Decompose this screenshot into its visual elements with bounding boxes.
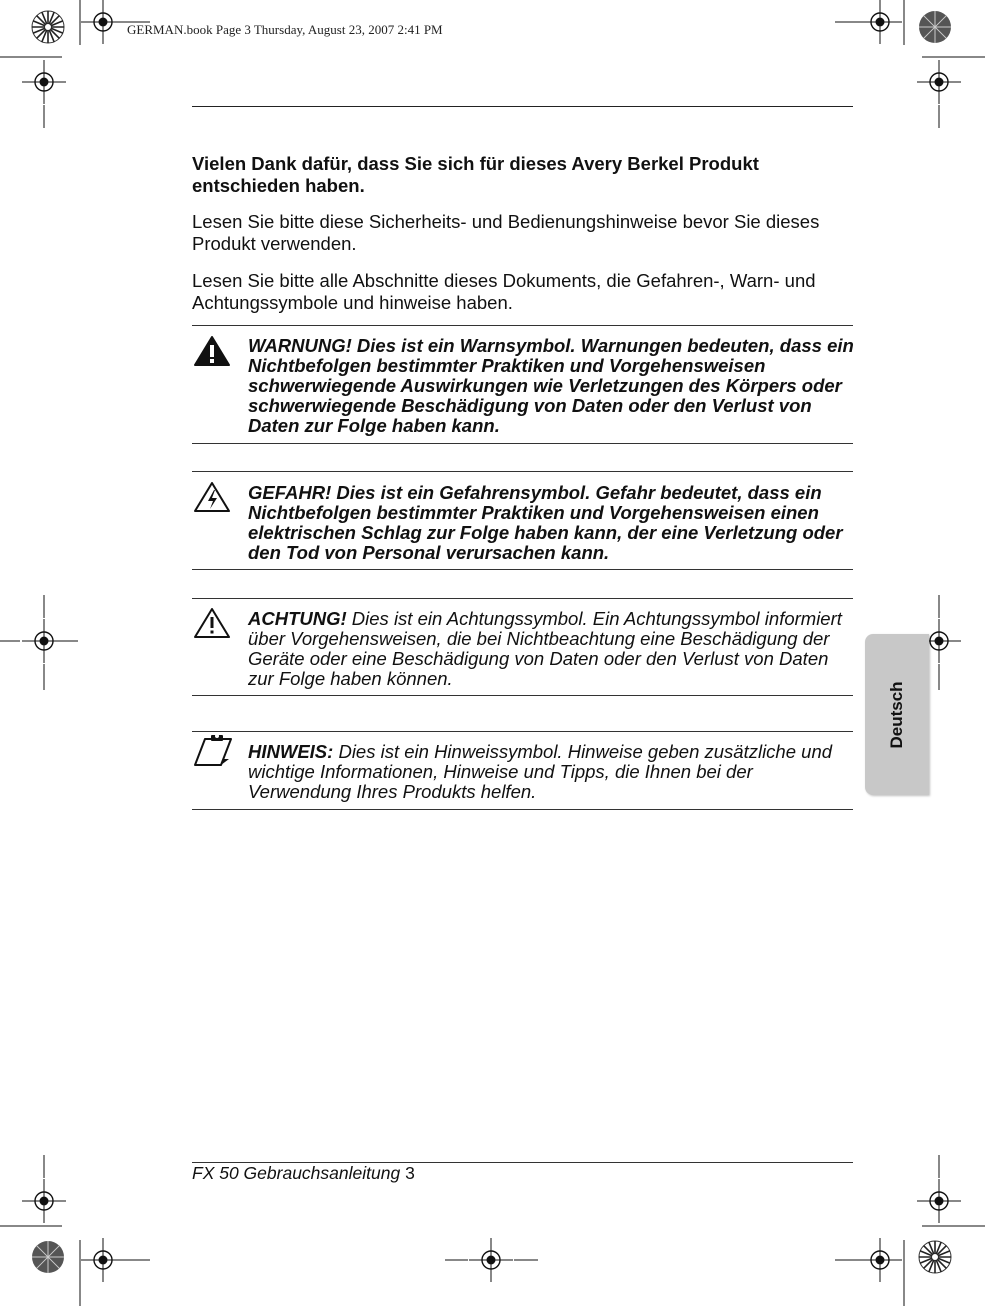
note-bottom-rule bbox=[192, 809, 853, 810]
notepad-icon bbox=[193, 733, 235, 769]
note-notice-body: Dies ist ein Hinweissymbol. Hinweise geben zusätzliche und wichtige Informationen, Hinweise und Tipps, die Ihnen bei der Verwendung Ihres Produkts helfen. bbox=[248, 741, 833, 802]
read-instructions-paragraph: Lesen Sie bitte diese Sicherheits- und Bedienungshinweise bevor Sie dieses Produkt verwenden. bbox=[192, 211, 820, 254]
note-notice-text bbox=[248, 742, 856, 802]
note-notice-lead: HINWEIS: bbox=[248, 741, 334, 762]
footer-manual-title: FX 50 Gebrauchsanleitung bbox=[192, 1163, 401, 1183]
warning-bottom-rule bbox=[192, 443, 853, 444]
caution-top-rule bbox=[192, 598, 853, 599]
print-header-slug: GERMAN.book Page 3 Thursday, August 23, 2007 2:41 PM bbox=[127, 22, 443, 37]
warning-triangle-filled-icon bbox=[193, 335, 231, 367]
caution-notice-text bbox=[248, 609, 856, 689]
read-sections-paragraph: Lesen Sie bitte alle Abschnitte dieses Dokuments, die Gefahren-, Warn- und Achtungssymbole und hinweise haben. bbox=[192, 270, 816, 313]
header-rule bbox=[192, 106, 853, 107]
warning-notice-text: WARNUNG! Dies ist ein Warnsymbol. Warnungen bedeuten, dass ein Nichtbefolgen bestimmter Praktiken und Vorgehensweisen schwerwiegende Auswirkungen wie Verletzungen des Körpers oder schwerwiegende Beschädigung von Daten oder den Verlust von Daten zur Folge haben kann. bbox=[248, 335, 854, 436]
note-top-rule bbox=[192, 731, 853, 732]
caution-triangle-outline-icon bbox=[193, 607, 231, 639]
caution-notice-body: Dies ist ein Achtungssymbol. Ein Achtungssymbol informiert über Vorgehensweisen, die bei Nichtbeachtung eine Beschädigung der Geräte oder eine Beschädigung von Daten oder den Verlust von Daten zur Folge haben können. bbox=[248, 608, 842, 689]
caution-bottom-rule bbox=[192, 695, 853, 696]
language-side-tab-label: Deutsch bbox=[887, 680, 906, 749]
electrical-hazard-triangle-icon bbox=[193, 481, 231, 513]
thank-you-heading: Vielen Dank dafür, dass Sie sich für dieses Avery Berkel Produkt entschieden haben. bbox=[192, 153, 759, 196]
page-footer bbox=[192, 1163, 415, 1183]
caution-notice-lead: ACHTUNG! bbox=[248, 608, 347, 629]
danger-notice-text: GEFAHR! Dies ist ein Gefahrensymbol. Gefahr bedeutet, dass ein Nichtbefolgen bestimmter Praktiken und Vorgehensweisen einen elektrischen Schlag zur Folge haben kann, der eine Verletzung oder den Tod von Personal verursachen kann. bbox=[248, 482, 843, 563]
danger-bottom-rule bbox=[192, 569, 853, 570]
warning-top-rule bbox=[192, 325, 853, 326]
language-side-tab bbox=[865, 634, 929, 795]
footer-page-number: 3 bbox=[405, 1163, 415, 1183]
danger-top-rule bbox=[192, 471, 853, 472]
